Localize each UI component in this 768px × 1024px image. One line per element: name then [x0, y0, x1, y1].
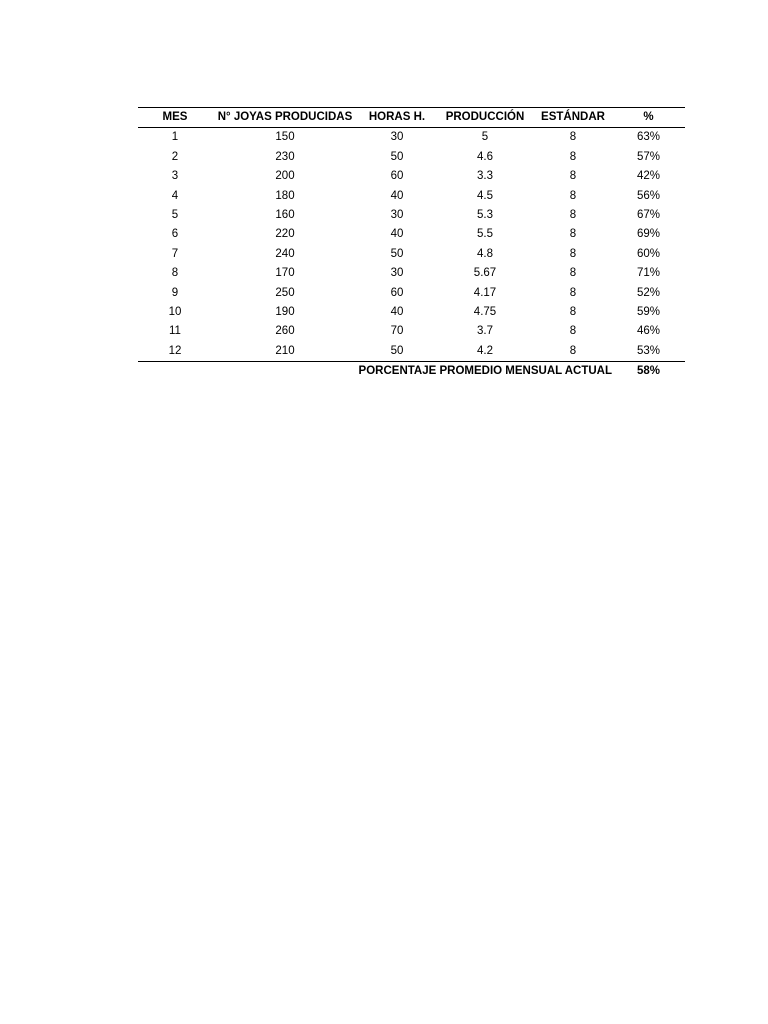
table-body [138, 128, 685, 362]
table-row [138, 206, 685, 225]
cell-mes: 5 [171, 209, 179, 222]
cell-horas: 30 [390, 131, 404, 144]
cell-horas: 40 [390, 228, 404, 241]
cell-estandar: 8 [569, 131, 577, 144]
cell-produccion: 5.3 [477, 209, 493, 222]
cell-percent: 67% [636, 209, 661, 222]
cell-joyas: 200 [275, 170, 295, 183]
cell-percent: 60% [636, 247, 661, 260]
cell-mes: 6 [171, 228, 179, 241]
table-row [138, 303, 685, 322]
cell-mes: 7 [171, 247, 179, 260]
cell-joyas: 170 [275, 267, 295, 280]
table-row [138, 148, 685, 167]
cell-percent: 52% [636, 286, 661, 299]
cell-produccion: 5.67 [473, 267, 497, 280]
cell-horas: 30 [390, 209, 404, 222]
cell-percent: 63% [636, 131, 661, 144]
cell-percent: 59% [636, 306, 661, 319]
summary-value: 58% [636, 365, 661, 378]
cell-produccion: 5.5 [477, 228, 493, 241]
cell-percent: 71% [636, 267, 661, 280]
cell-estandar: 8 [569, 209, 577, 222]
cell-joyas: 260 [275, 325, 295, 338]
table-row [138, 245, 685, 264]
cell-estandar: 8 [569, 150, 577, 163]
cell-mes: 8 [171, 267, 179, 280]
header-produccion: PRODUCCIÓN [436, 108, 534, 128]
cell-horas: 50 [390, 247, 404, 260]
cell-mes: 9 [171, 286, 179, 299]
cell-joyas: 250 [275, 286, 295, 299]
cell-joyas: 230 [275, 150, 295, 163]
table-row [138, 187, 685, 206]
cell-joyas: 160 [275, 209, 295, 222]
table-row [138, 167, 685, 186]
cell-produccion: 4.2 [436, 342, 534, 362]
cell-horas: 40 [390, 189, 404, 202]
cell-estandar: 8 [569, 228, 577, 241]
cell-percent: 56% [636, 189, 661, 202]
cell-horas: 70 [390, 325, 404, 338]
header-row [138, 108, 685, 128]
cell-produccion: 3.3 [477, 170, 493, 183]
header-percent: % [612, 108, 685, 128]
header-mes: MES [138, 108, 212, 128]
cell-estandar: 8 [569, 306, 577, 319]
cell-joyas: 220 [275, 228, 295, 241]
cell-produccion: 4.5 [477, 189, 493, 202]
cell-joyas: 180 [275, 189, 295, 202]
cell-horas: 60 [390, 286, 404, 299]
cell-mes: 3 [171, 170, 179, 183]
cell-horas: 30 [390, 267, 404, 280]
table-footer [138, 362, 685, 382]
cell-produccion: 3.7 [477, 325, 493, 338]
header-estandar: ESTÁNDAR [534, 108, 612, 128]
header-horas: HORAS H. [358, 108, 436, 128]
cell-estandar: 8 [534, 342, 612, 362]
cell-estandar: 8 [569, 189, 577, 202]
cell-percent: 69% [636, 228, 661, 241]
cell-joyas: 190 [275, 306, 295, 319]
table-row [138, 284, 685, 303]
cell-produccion: 5 [481, 131, 489, 144]
cell-estandar: 8 [569, 247, 577, 260]
cell-joyas: 210 [212, 342, 358, 362]
table-row [138, 342, 685, 362]
cell-produccion: 4.8 [477, 247, 493, 260]
cell-mes: 11 [169, 325, 181, 338]
table-header [138, 108, 685, 128]
summary-label: PORCENTAJE PROMEDIO MENSUAL ACTUAL [358, 365, 612, 378]
cell-percent: 53% [612, 342, 685, 362]
cell-produccion: 4.17 [473, 286, 497, 299]
cell-percent: 46% [636, 325, 661, 338]
cell-estandar: 8 [569, 170, 577, 183]
cell-mes: 1 [171, 131, 179, 144]
cell-estandar: 8 [569, 286, 577, 299]
table-row [138, 264, 685, 283]
cell-produccion: 4.6 [477, 150, 493, 163]
cell-horas: 60 [390, 170, 404, 183]
cell-joyas: 240 [275, 247, 295, 260]
cell-percent: 57% [636, 150, 661, 163]
cell-horas: 50 [390, 150, 404, 163]
cell-produccion: 4.75 [473, 306, 497, 319]
cell-horas: 50 [358, 342, 436, 362]
cell-estandar: 8 [569, 325, 577, 338]
header-joyas-producidas: N° JOYAS PRODUCIDAS [212, 108, 358, 128]
summary-row [138, 362, 685, 382]
cell-mes: 2 [171, 150, 179, 163]
production-table [138, 107, 685, 382]
table-row [138, 322, 685, 341]
cell-joyas: 150 [275, 131, 295, 144]
cell-percent: 42% [636, 170, 661, 183]
cell-mes: 12 [138, 342, 212, 362]
cell-horas: 40 [390, 306, 404, 319]
table-row [138, 128, 685, 148]
cell-estandar: 8 [569, 267, 577, 280]
cell-mes: 10 [168, 306, 182, 319]
table-row [138, 225, 685, 244]
cell-mes: 4 [171, 189, 179, 202]
